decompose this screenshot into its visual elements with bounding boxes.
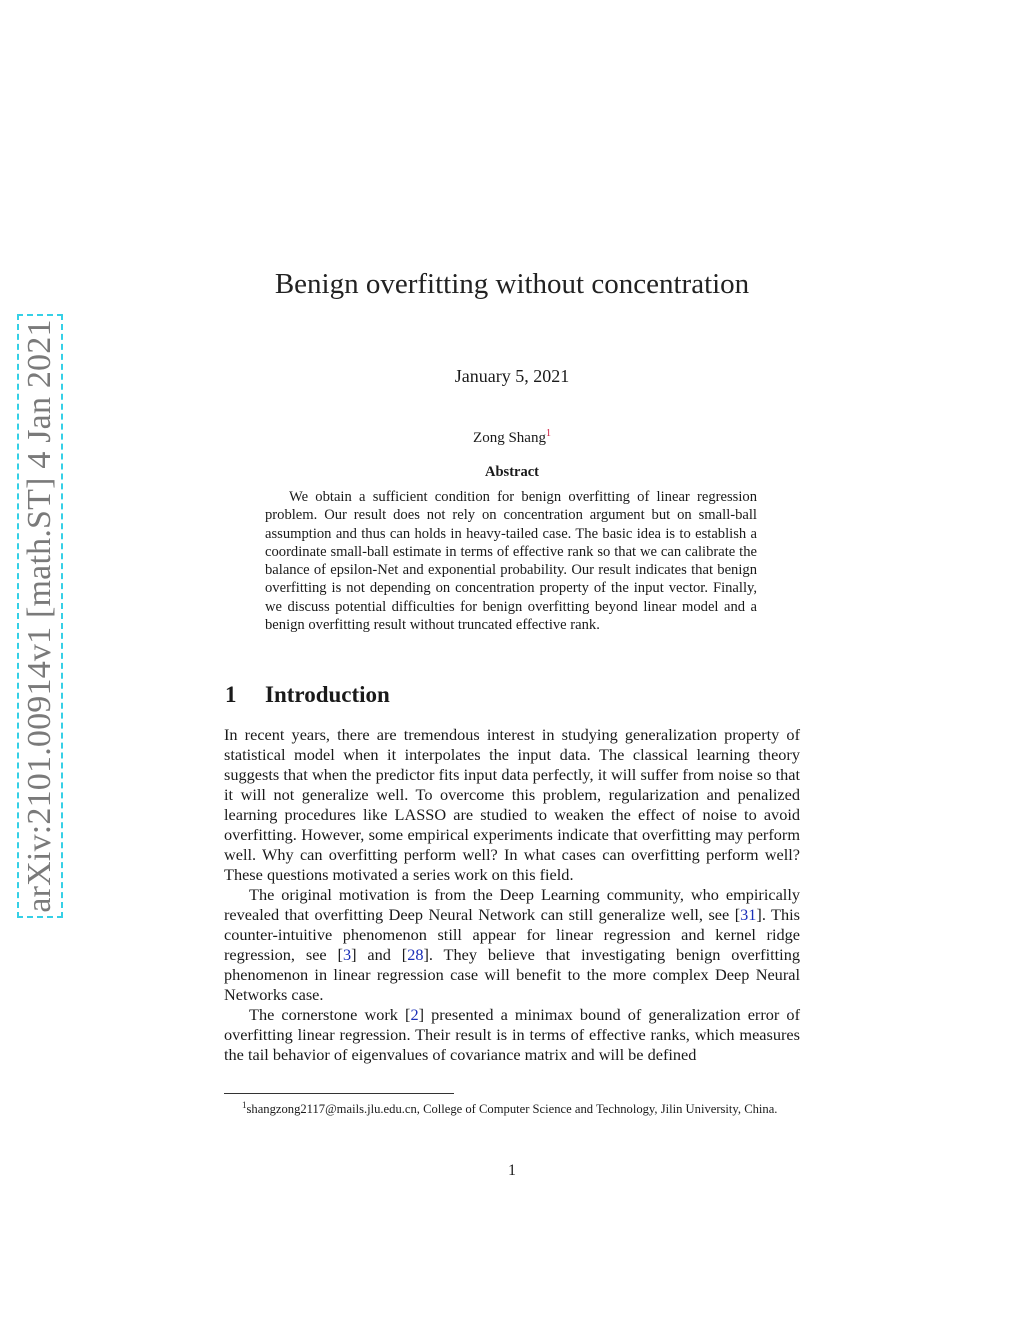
abstract-body: We obtain a sufficient condition for benign overfitting of linear regression problem. Our result does not rely on concentration argument but on small-ball assumption and thus can holds in heavy-tailed case. The basic idea is to establish a coordinate small-ball estimate in terms of effective rank so that we can calibrate the balance of epsilon-Net and exponential probability. Our result indicates that benign overfitting is not depending on concentration property of the input vector. Finally, we discuss potential difficulties for benign overfitting beyond linear model and a benign overfitting result without truncated effective rank. [265, 489, 757, 634]
citation-link[interactable]: [2] [405, 1005, 425, 1024]
author-footnote-marker[interactable]: 1 [545, 428, 551, 439]
footnote [224, 1097, 800, 1117]
section-heading-introduction [225, 682, 390, 708]
paper-date: January 5, 2021 [454, 366, 570, 386]
section-number: 1 [225, 682, 237, 707]
paragraph-3: The cornerstone work [2] presented a minimax bound of generalization error of overfitting linear regression. Their result is in terms of effective ranks, which measures the tail behavior of eigenvalues of covariance matrix and will be defined [224, 1005, 800, 1064]
paragraph-1: In recent years, there are tremendous interest in studying generalization property of statistical model when it interpolates the input data. The classical learning theory suggests that when the predictor fits input data perfectly, it will suffer from noise so that it will not generalize well. To overcome this problem, regularization and penalized learning procedures like LASSO are studied to weaken the effect of noise to avoid overfitting. However, some empirical experiments indicate that overfitting may perform well. Why can overfitting perform well? In what cases can overfitting perform well? These questions motivated a series work on this field. [224, 725, 800, 884]
author-name: Zong Shang [473, 430, 546, 446]
introduction-body [224, 725, 800, 1065]
citation-link[interactable]: [28] [401, 945, 429, 964]
footnote-marker: 1 [242, 1100, 247, 1110]
abstract-heading: Abstract [485, 464, 539, 480]
page-number: 1 [508, 1162, 516, 1179]
paper-title: Benign overfitting without concentration [274, 268, 750, 300]
arxiv-identifier: arXiv:2101.00914v1 [math.ST] 4 Jan 2021 [21, 319, 58, 913]
footnote-divider [224, 1093, 454, 1094]
section-title: Introduction [265, 682, 390, 707]
paragraph-2: The original motivation is from the Deep Learning community, who empirically revealed that overfitting Deep Neural Network can still generalize well, see [31]. This counter-intuitive phenomenon still appear for linear regression and kernel ridge regression, see [3] and [28]. They believe that investigating benign overfitting phenomenon in linear regression case will benefit to the more complex Deep Neural Networks case. [224, 885, 800, 1004]
citation-link[interactable]: [31] [734, 905, 762, 924]
arxiv-stamp [17, 314, 63, 918]
citation-link[interactable]: [3] [337, 945, 357, 964]
author-line [0, 428, 1024, 447]
footnote-text: shangzong2117@mails.jlu.edu.cn, College of Computer Science and Technology, Jilin University, China. [246, 1102, 778, 1117]
